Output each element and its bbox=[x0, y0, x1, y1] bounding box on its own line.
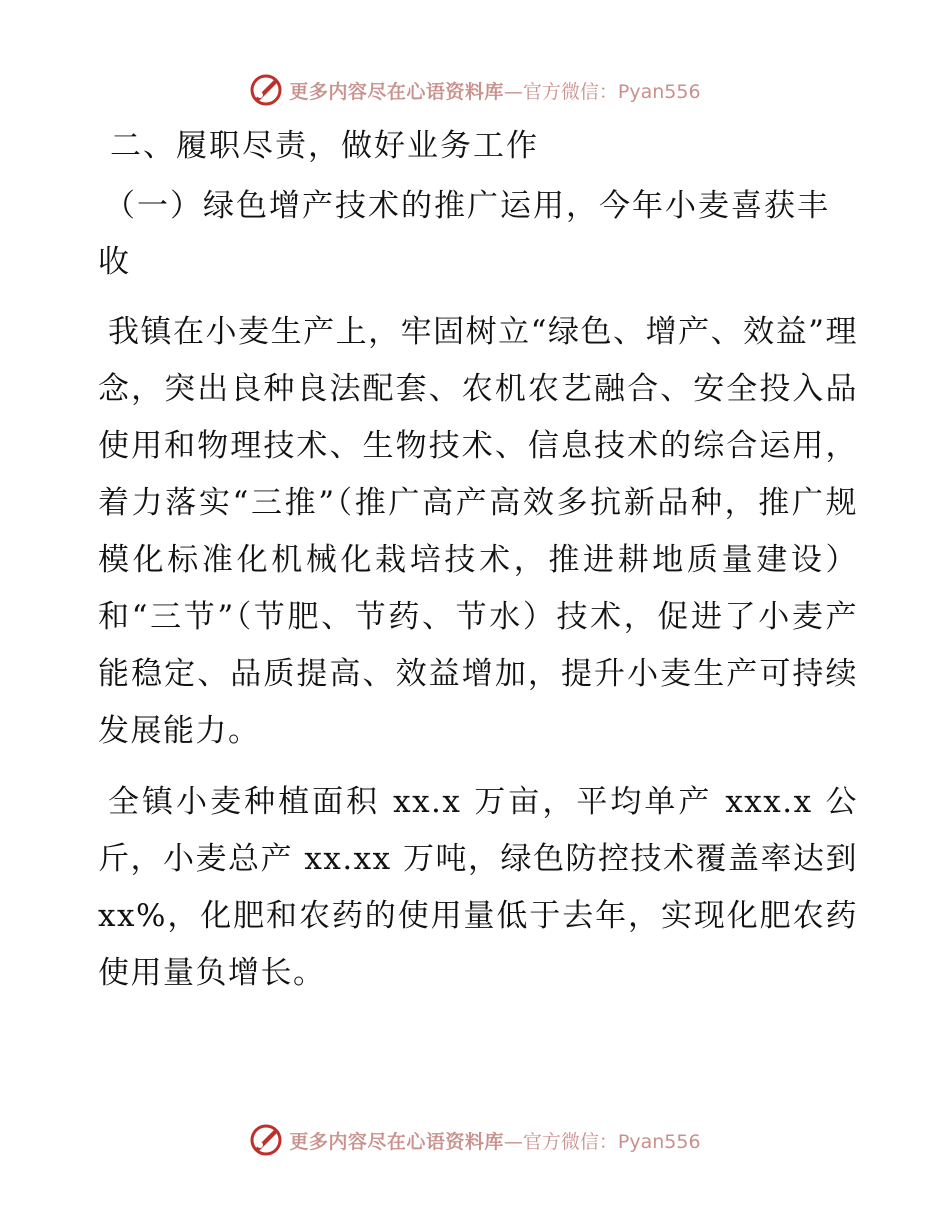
document-body bbox=[98, 118, 858, 1002]
watermark-main-text: 更多内容尽在心语资料库 bbox=[289, 1130, 504, 1153]
watermark-wechat-text: —官方微信：Pyan556 bbox=[503, 80, 701, 103]
paragraph-wheat-measures: 我镇在小麦生产上，牢固树立“绿色、增产、效益”理念，突出良种良法配套、农机农艺融合、安全投入品使用和物理技术、生物技术、信息技术的综合运用，着力落实“三推”（推广高产高效多抗新品种，推广规模化标准化机械化栽培技术，推进耕地质量建设）和“三节”（节肥、节药、节水）技术，促进了小麦产能稳定、品质提高、效益增加，提升小麦生产可持续发展能力。 bbox=[98, 314, 858, 749]
subsection-heading: （一）绿色增产技术的推广运用，今年小麦喜获丰收 bbox=[98, 188, 830, 280]
footer-watermark bbox=[0, 1120, 950, 1160]
header-watermark bbox=[0, 70, 950, 110]
paragraph-wheat-statistics: 全镇小麦种植面积 xx.x 万亩，平均单产 xxx.x 公斤，小麦总产 xx.xx 万吨，绿色防控技术覆盖率达到 xx%，化肥和农药的使用量低于去年，实现化肥农药使用量负增长。 bbox=[98, 784, 858, 991]
section-heading: 二、履职尽责，做好业务工作 bbox=[110, 128, 539, 164]
watermark-main-text: 更多内容尽在心语资料库 bbox=[289, 80, 504, 103]
quill-logo-icon bbox=[249, 73, 283, 107]
quill-logo-icon bbox=[249, 1123, 283, 1157]
watermark-wechat-text: —官方微信：Pyan556 bbox=[503, 1130, 701, 1153]
